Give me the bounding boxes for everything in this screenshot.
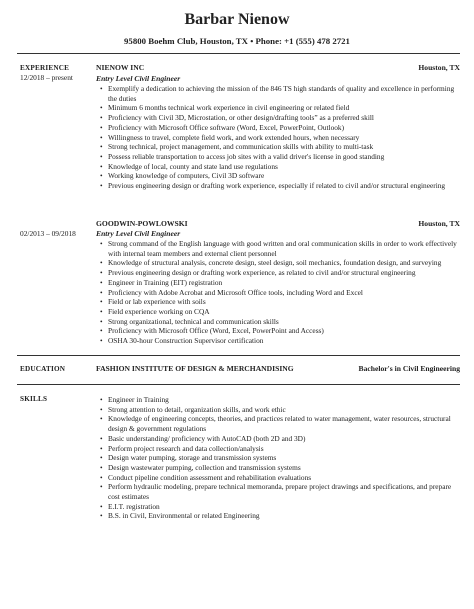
job-2-bullets xyxy=(96,239,460,346)
job-2-dates: 02/2013 – 09/2018 xyxy=(20,229,76,238)
education-section-label: EDUCATION xyxy=(20,365,66,373)
list-item: • Strong command of the English language with good written and oral communication skills in order to work effectively with internal team members and external client personnel xyxy=(96,239,460,258)
list-item: • Minimum 6 months technical work experience in civil engineering or related field xyxy=(96,103,460,113)
header-divider xyxy=(17,53,460,54)
list-item: • Engineer in Training xyxy=(96,395,460,405)
skills-bullets xyxy=(96,395,460,521)
education-school: FASHION INSTITUTE OF DESIGN & MERCHANDISING xyxy=(96,364,294,373)
list-item: • Knowledge of local, county and state land use regulations xyxy=(96,162,460,172)
job-1-company: NIENOW INC xyxy=(96,63,145,72)
list-item: • Perform project research and data collection/analysis xyxy=(96,444,460,454)
list-item: • Perform hydraulic modeling, prepare technical memoranda, prepare project drawings and specifications, and prepare cost estimates xyxy=(96,482,460,501)
experience-divider xyxy=(17,355,460,356)
list-item: • Knowledge of engineering concepts, theories, and practices related to water management, water resources, structural design & government regulations xyxy=(96,414,460,433)
education-divider xyxy=(17,384,460,385)
list-item: • Conduct pipeline condition assessment and rehabilitation evaluations xyxy=(96,473,460,483)
job-1-title: Entry Level Civil Engineer xyxy=(96,74,181,83)
job-2-company: GOODWIN-POWLOWSKI xyxy=(96,219,188,228)
list-item: • Design wastewater pumping, collection and transmission systems xyxy=(96,463,460,473)
list-item: • Possess reliable transportation to access job sites with a valid driver's license in good standing xyxy=(96,152,460,162)
list-item: • Knowledge of structural analysis, concrete design, steel design, soil mechanics, foundation design, and surveying xyxy=(96,258,460,268)
list-item: • Previous engineering design or drafting work experience, as related to civil and/or structural engineering xyxy=(96,268,460,278)
job-2-location: Houston, TX xyxy=(418,219,460,228)
list-item: • Design water pumping, storage and transmission systems xyxy=(96,453,460,463)
list-item: • Proficiency with Microsoft Office (Word, Excel, PowerPoint and Access) xyxy=(96,326,460,336)
list-item: • Field or lab experience with soils xyxy=(96,297,460,307)
list-item: • Proficiency with Microsoft Office software (Word, Excel, PowerPoint, Outlook) xyxy=(96,123,460,133)
list-item: • Strong organizational, technical and communication skills xyxy=(96,317,460,327)
list-item: • E.I.T. registration xyxy=(96,502,460,512)
job-1-dates: 12/2018 – present xyxy=(20,73,73,82)
experience-section-label: EXPERIENCE xyxy=(20,64,70,72)
education-degree: Bachelor's in Civil Engineering xyxy=(358,364,460,373)
list-item: • Proficiency with Adobe Acrobat and Microsoft Office tools, including Word and Excel xyxy=(96,288,460,298)
job-2-title: Entry Level Civil Engineer xyxy=(96,229,181,238)
list-item: • Strong attention to detail, organization skills, and work ethic xyxy=(96,405,460,415)
list-item: • Willingness to travel, complete field work, and work extended hours, when necessary xyxy=(96,133,460,143)
list-item: • Exemplify a dedication to achieving the mission of the 846 TS high standards of quality and excellence in performing the duties xyxy=(96,84,460,103)
list-item: • Strong technical, project management, and communication skills with ability to multi-task xyxy=(96,142,460,152)
list-item: • Working knowledge of computers, Civil 3D software xyxy=(96,171,460,181)
list-item: • Proficiency with Civil 3D, Microstation, or other design/drafting tools” as a preferred skill xyxy=(96,113,460,123)
list-item: • Previous engineering design or drafting work experience, especially if related to civil and/or structural engineering xyxy=(96,181,460,191)
list-item: • Basic understanding/ proficiency with AutoCAD (both 2D and 3D) xyxy=(96,434,460,444)
list-item: • B.S. in Civil, Environmental or related Engineering xyxy=(96,511,460,521)
job-1-bullets xyxy=(96,84,460,191)
list-item: • OSHA 30-hour Construction Supervisor certification xyxy=(96,336,460,346)
list-item: • Field experience working on CQA xyxy=(96,307,460,317)
contact-line: 95800 Boehm Club, Houston, TX • Phone: +1 (555) 478 2721 xyxy=(124,36,350,46)
job-1-location: Houston, TX xyxy=(418,63,460,72)
list-item: • Engineer in Training (EIT) registration xyxy=(96,278,460,288)
skills-section-label: SKILLS xyxy=(20,395,48,403)
candidate-name: Barbar Nienow xyxy=(184,11,290,28)
